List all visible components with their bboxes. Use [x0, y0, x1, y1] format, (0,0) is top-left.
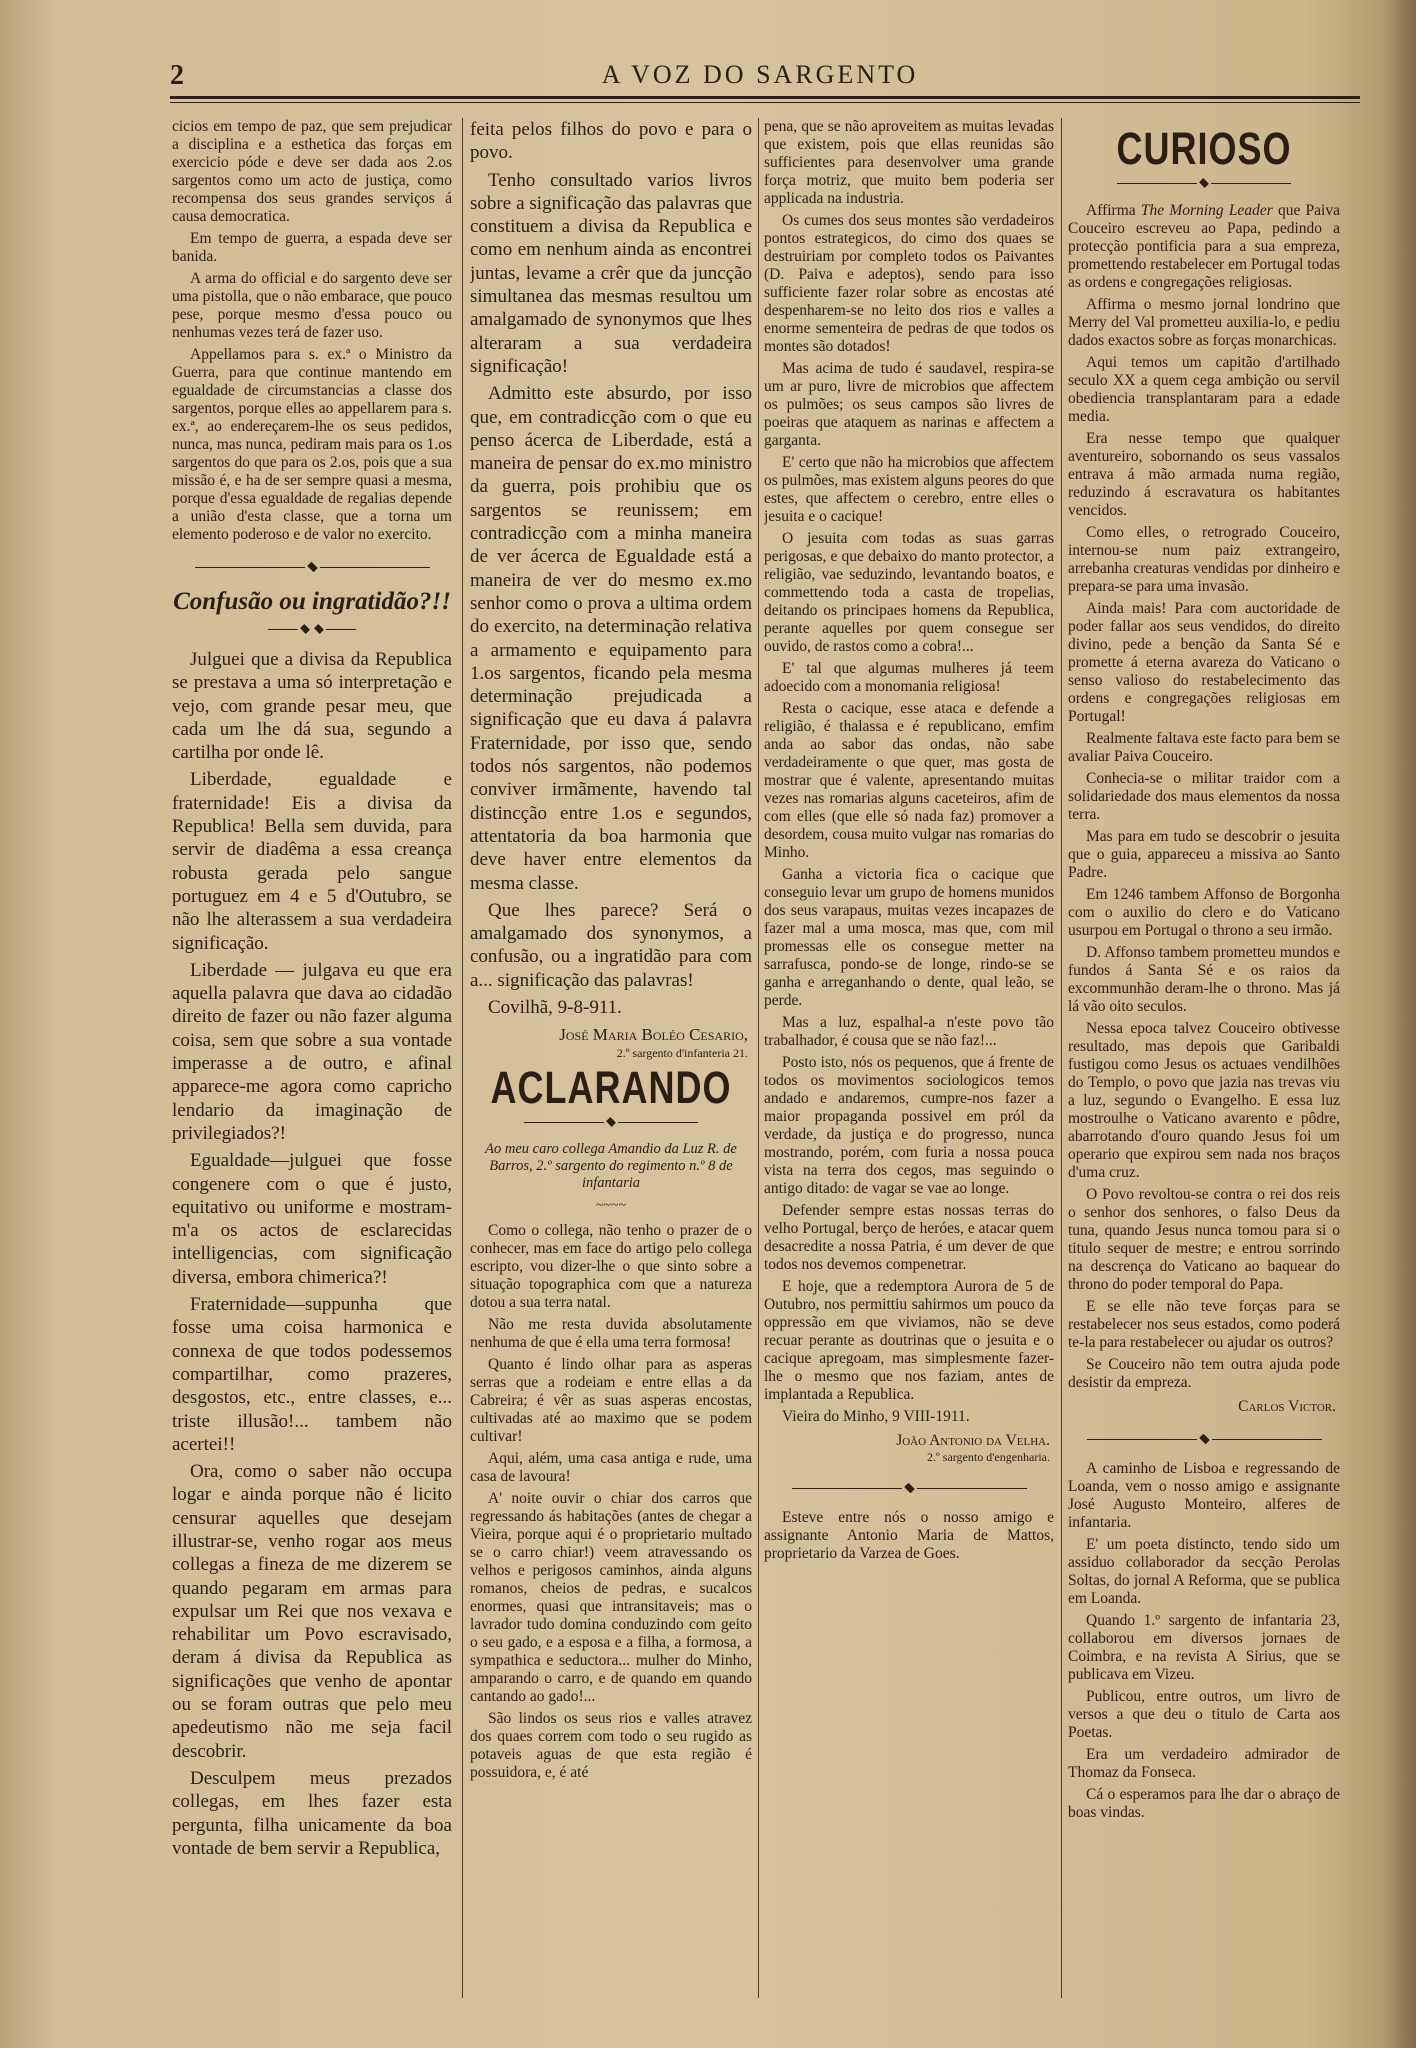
author-rank: 2.º sargento d'engenharia.	[927, 1450, 1050, 1464]
column-3	[764, 118, 1054, 2018]
paragraph: feita pelos filhos do povo e para o povo.	[470, 119, 752, 164]
paragraph: Os cumes dos seus montes são verdadeiros pontos estrategicos, do cimo dos quaes se destruiriam por completo todos os Paivantes (D. Paiva e adeptos), sendo para isso sufficiente fazer rolar sobre as encostas até despenharem-se no leito dos rios e valles a enorme sementeira de pedras de que todos os montes são dotados!	[764, 212, 1054, 355]
page-number: 2	[170, 60, 184, 91]
paragraph: E se elle não teve forças para se restabelecer nos seus estados, como poderá te-la para restabelecer ou ajudar os outros?	[1068, 1298, 1340, 1351]
paragraph: Defender sempre estas nossas terras do velho Portugal, berço de heróes, e atacar quem desacredite a nossa Patria, é um dever de que todos nos devemos compenetrar.	[764, 1202, 1054, 1273]
author-rank: 2.º sargento d'infanteria 21.	[616, 1045, 748, 1060]
paragraph: O jesuita com todas as suas garras perigosas, e que debaixo do manto protector, a religião, vae seduzindo, levantando boatos, e commettendo toda a casta de tropelias, deitando os principaes homens da Republica, perante aquelles por quem consegue ser ouvido, de rastos como a cobra!...	[764, 530, 1054, 655]
author-signature: Carlos Victor.	[1238, 1398, 1336, 1415]
paragraph: Cá o esperamos para lhe dar o abraço de boas vindas.	[1068, 1786, 1340, 1821]
paragraph: Tenho consultado varios livros sobre a significação das palavras que constituem a divisa da Republica e como em nenhum ainda as encontrei juntas, levame a crêr que da juncção simultanea das mesmas resultou um amalgamado de synonymos que lhes alteraram a sua verdadeira significação!	[470, 169, 752, 377]
column-divider	[758, 118, 759, 1998]
column-1	[172, 118, 452, 2018]
paragraph: cicios em tempo de paz, que sem prejudicar a disciplina e a esthetica das forças em exercicio póde e deve ser dada aos 2.os sargentos como um acto de justiça, como recompensa dos seus grandes serviços á causa democratica.	[172, 118, 452, 225]
dateline: Covilhã, 9-8-911.	[488, 996, 622, 1018]
paragraph: Affirma The Morning Leader que Paiva Couceiro escreveu ao Papa, pedindo a protecção pontificia para a sua empreza, promettendo restabelecer em Portugal todas as ordens e congregações religiosas.	[1068, 202, 1340, 291]
author-signature: João Antonio da Velha.	[896, 1432, 1050, 1449]
paragraph: D. Affonso tambem prometteu mundos e fundos á Santa Sé e os raios da excommunhão deram-lhe o throno. Mas já lá vão oito seculos.	[1068, 944, 1340, 1015]
paragraph: Conhecia-se o militar traidor com a solidariedade dos maus elementos da nossa terra.	[1068, 770, 1340, 823]
paragraph: Era nesse tempo que qualquer aventureiro, sobornando os seus vassalos entrava á mão armada numa região, reduzindo á escravatura os habitantes vencidos.	[1068, 430, 1340, 519]
paragraph: E' tal que algumas mulheres já teem adoecido com a monomania religiosa!	[764, 660, 1054, 695]
paragraph: Em 1246 tambem Affonso de Borgonha com o auxilio do clero e do Vaticano usurpou em Portugal o throno a seu irmão.	[1068, 886, 1340, 939]
paragraph: Ainda mais! Para com auctoridade de poder fallar aos seus vendidos, do direito divino, pede a benção da Santa Sé e promette á eterna avareza do Vaticano o senso valioso do restabelecimento das ordens e congregações religiosas em Portugal!	[1068, 600, 1340, 725]
paragraph: E' certo que não ha microbios que affectem os pulmões, mas existem alguns peores do que estes, que affectem o cerebro, entre elles o jesuita e o cacique!	[764, 454, 1054, 525]
paragraph: Posto isto, nós os pequenos, que á frente de todos os movimentos sociologicos temos andado e andaremos, cumpre-nos fazer a maior propaganda possivel em pról da verdade, da justiça e do progresso, nunca mostrando, porém, com furia a nossa pouca vista na terra dos cegos, mas seguindo o antigo ditado: de vagar se vae ao longe.	[764, 1054, 1054, 1197]
dedication: Ao meu caro collega Amandio da Luz R. de Barros, 2.º sargento do regimento n.º 8 de infantaria	[485, 1140, 737, 1191]
paragraph: A' noite ouvir o chiar dos carros que regressando ás habitações (antes de chegar a Vieira, porque aqui é o proprietario multado se o carro chiar!) veem atravessando os velhos e perigosos caminhos, ainda alguns romanos, cheios de pedras, e sucalcos enormes, quasi que intransitaveis; mas o lavrador tudo domina conduzindo com geito o seu gado, e a esposa e a filha, a formosa, a sympathica e seductora... mulher do Minho, amparando o carro, e de quando em quando cantando ao gado!...	[470, 1489, 752, 1705]
paragraph: Egualdade—julguei que fosse congenere com o que é justo, equitativo ou uniforme e mostram-m'a os actos de esclarecidas intelligencias, com significação diversa, embora chimerica?!	[172, 1150, 452, 1288]
article-title: Confusão ou ingratidão?!!	[173, 588, 451, 615]
paragraph: Esteve entre nós o nosso amigo e assignante Antonio Maria de Mattos, proprietario da Varzea de Goes.	[764, 1509, 1054, 1562]
paragraph: Era um verdadeiro admirador de Thomaz da Fonseca.	[1068, 1746, 1340, 1781]
paragraph: Ora, como o saber não occupa logar e ainda porque não é licito censurar aquelles que desejam illustrar-se, venho rogar aos meus collegas a fineza de me dizerem se quando pegaram em armas para expulsar um Rei que nos vexava e rehabilitar um Povo escravisado, deram á divisa da Republica as significações que venho de apontar ou se foram outras que pelo meu apedeutismo não me seja facil descobrir.	[172, 1461, 452, 1762]
paragraph: Em tempo de guerra, a espada deve ser banida.	[172, 230, 452, 265]
author-signature: José Maria Boléo Cesario,	[559, 1025, 748, 1045]
paragraph: Publicou, entre outros, um livro de versos a que deu o titulo de Carta aos Poetas.	[1068, 1688, 1340, 1741]
section-separator	[764, 1479, 1054, 1497]
paragraph: A caminho de Lisboa e regressando de Loanda, vem o nosso amigo e assignante José Augusto Monteiro, alferes de infantaria.	[1068, 1460, 1340, 1531]
page-header	[170, 54, 1350, 94]
ornament-squiggle: ~~~~	[595, 1197, 627, 1213]
article-title: CURIOSO	[1116, 122, 1292, 174]
paragraph: A arma do official e do sargento deve ser uma pistolla, que o não embarace, que pouco pese, porque mesmo d'essa pouco ou nenhumas vezes terá de fazer uso.	[172, 270, 452, 341]
paragraph: Liberdade, egualdade e fraternidade! Eis a divisa da Republica! Bella sem duvida, para servir de diadêma a essa creança robusta gerada pelo sangue portuguez em 4 e 5 d'Outubro, se não lhe alterassem a sua verdadeira significação.	[172, 769, 452, 954]
paragraph: Fraternidade—suppunha que fosse uma coisa harmonica e connexa de que todos podessemos compartilhar, como prazeres, desgostos, etc., entre classes, e... triste illusão!... tambem não acertei!!	[172, 1294, 452, 1455]
title-ornament	[1068, 174, 1340, 192]
page-spine-shadow	[1382, 0, 1416, 2048]
paragraph: Resta o cacique, esse ataca e defende a religião, é thalassa e é republicano, emfim anda ao sabor das ondas, não sabe verdadeiramente o que quer, mas gosta de mostrar que é valente, apresentando muitas vezes nas romarias alguns caceteiros, afim de com elles (que elle só nada faz) promover a desordem, cousa muito vulgar nas romarias do Minho.	[764, 700, 1054, 861]
paragraph: Quanto é lindo olhar para as asperas serras que a rodeiam e entre ellas a da Cabreira; é vêr as suas asperas encostas, cultivadas até ao maximo que se podem cultivar!	[470, 1355, 752, 1445]
section-separator	[1068, 1430, 1340, 1448]
header-rule	[170, 96, 1360, 99]
paragraph: pena, que se não aproveitem as muitas levadas que existem, pois que ellas reunidas são sufficientes para desenvolver uma grande força motriz, que muito bem poderia ser applicada na industria.	[764, 118, 1054, 207]
paragraph: Julguei que a divisa da Republica se prestava a uma só interpretação e vejo, com grande pesar meu, que cada um lhe dá sua, segundo a cartilha por onde lê.	[172, 649, 452, 764]
paragraph: Ganha a victoria fica o cacique que conseguio levar um grupo de homens munidos dos seus varapaus, muitas vezes incapazes de fazer mal a uma mosca, mas que, com mil promessas elle os consegue metter na sarrafusca, pondo-se de longe, rindo-se se ganha e arreganhando o dente, qual leão, se perde.	[764, 866, 1054, 1009]
header-rule-thin	[170, 102, 1360, 103]
paragraph: Se Couceiro não tem outra ajuda pode desistir da empreza.	[1068, 1356, 1340, 1391]
paragraph: São lindos os seus rios e valles atravez dos quaes correm com todo o seu rugido as potaveis aguas de que esta região é possuidora, e, é até	[470, 1709, 752, 1781]
paragraph: Quando 1.º sargento de infantaria 23, collaborou em diversos jornaes de Coimbra, e na revista A Sirius, que se publicava em Vizeu.	[1068, 1612, 1340, 1683]
title-ornament	[172, 620, 452, 638]
paragraph: Liberdade — julgava eu que era aquella palavra que dava ao cidadão direito de fazer ou não fazer alguma coisa, sem que sobre a sua vontade imperasse a de outro, e afinal apparece-me agora como capricho lendario da imaginação de privilegiados?!	[172, 959, 452, 1144]
paragraph: Realmente faltava este facto para bem se avaliar Paiva Couceiro.	[1068, 730, 1340, 765]
newspaper-title: A VOZ DO SARGENTO	[601, 60, 919, 89]
column-4	[1068, 118, 1340, 2018]
paragraph: Aqui temos um capitão d'artilhado seculo XX a quem cega ambição ou servil obediencia transplantaram para a edade media.	[1068, 354, 1340, 425]
paragraph: Nessa epoca talvez Couceiro obtivesse resultado, mas depois que Garibaldi fustigou como Jesus os actuaes vendilhões do Templo, o povo que jazia nas trevas viu a luz, segundo o Evangelho. E essa luz mostroulhe o Vaticano avarento e pôdre, abarrotando d'ouro quando Jesus foi um operario que expirou sem nada nos braços d'uma cruz.	[1068, 1020, 1340, 1181]
paragraph: Affirma o mesmo jornal londrino que Merry del Val prometteu auxilia-lo, e pediu dados exactos sobre as forças monarchicas.	[1068, 296, 1340, 349]
paragraph: Não me resta duvida absolutamente nenhuma de que é ella uma terra formosa!	[470, 1315, 752, 1351]
paragraph: Mas para em tudo se descobrir o jesuita que o guia, appareceu a missiva ao Santo Padre.	[1068, 828, 1340, 881]
paragraph: Mas a luz, espalhal-a n'este povo tão trabalhador, é cousa que se não faz!...	[764, 1014, 1054, 1049]
paragraph: Como o collega, não tenho o prazer de o conhecer, mas em face do artigo pelo collega escripto, vou dizer-lhe o que sinto sobre a situação topographica com que a natureza dotou a sua terra natal.	[470, 1221, 752, 1311]
column-divider	[462, 118, 463, 1998]
paragraph: E' um poeta distincto, tendo sido um assiduo collaborador da secção Perolas Soltas, do jornal A Reforma, que se publica em Loanda.	[1068, 1536, 1340, 1607]
title-ornament	[470, 1113, 752, 1131]
paragraph: Que lhes parece? Será o amalgamado dos synonymos, a confusão, ou a ingratidão para com a... significação das palavras!	[470, 899, 752, 991]
paragraph: Aqui, além, uma casa antiga e rude, uma casa de lavoura!	[470, 1449, 752, 1485]
paragraph: Mas acima de tudo é saudavel, respira-se um ar puro, livre de microbios que affectem os pulmões; os seus campos são livres de poeiras que ataquem as narinas e affectem a garganta.	[764, 360, 1054, 449]
paragraph: Como elles, o retrogrado Couceiro, internou-se num paiz extrangeiro, arrebanha creaturas vendidas por dinheiro e prepara-se para uma invasão.	[1068, 524, 1340, 595]
paragraph: Appellamos para s. ex.ª o Ministro da Guerra, para que continue mantendo em egualdade de circumstancias a classe dos sargentos, porque elles ao appellarem para s. ex.ª, ao endereçarem-lhe os seus pedidos, nunca, mas nunca, pediram mais para os 1.os sargentos do que para os 2.os, pois que a sua missão é, e ha de ser sempre quasi a mesma, porque d'essa egualdade de regalias depende a união d'esta classe, que a torna um elemento poderoso e de valor no exercito.	[172, 346, 452, 543]
article-title: ACLARANDO	[490, 1061, 732, 1113]
paragraph: Admitto este absurdo, por isso que, em contradicção com o que eu penso ácerca de Liberdade, está a maneira de pensar do ex.mo ministro da guerra, pois prohibiu que os sargentos se reunissem; em contradicção com a minha maneira de ver ácerca de Egualdade está a maneira de ver do mesmo ex.mo senhor como o prova a ultima ordem do exercito, na determinação relativa a armamento e equipamento para 1.os sargentos, ficando pela mesma determinação prejudicada a significação que eu dava á palavra Fraternidade, por isso que, sendo todos nós sargentos, não podemos conviver irmãmente, havendo tal distincção entre 1.os e segundos, attentatoria da boa harmonia que deve haver entre elementos da mesma classe.	[470, 383, 752, 894]
section-separator	[172, 558, 452, 576]
column-divider	[1061, 118, 1062, 1998]
column-2	[470, 118, 752, 2018]
paragraph: E hoje, que a redemptora Aurora de 5 de Outubro, nos permittiu sahirmos um pouco da oppressão em que viviamos, não se deve recuar perante as doutrinas que o jesuita e o cacique apregoam, mas simplesmente fazer-lhe o mesmo que nos faziam, antes de implantada a Republica.	[764, 1278, 1054, 1403]
paragraph: O Povo revoltou-se contra o rei dos reis o senhor dos senhores, o falso Deus da tuna, quando Jesus nunca tomou para si o titulo sequer de mestre; e entrou sorrindo na descrença do Vaticano ao baquear do throno do poder temporal do Papa.	[1068, 1186, 1340, 1293]
paragraph: Desculpem meus prezados collegas, em lhes fazer esta pergunta, filha unicamente da boa vontade de bem servir a Republica,	[172, 1767, 452, 1859]
dateline: Vieira do Minho, 9 VIII-1911.	[782, 1408, 970, 1425]
